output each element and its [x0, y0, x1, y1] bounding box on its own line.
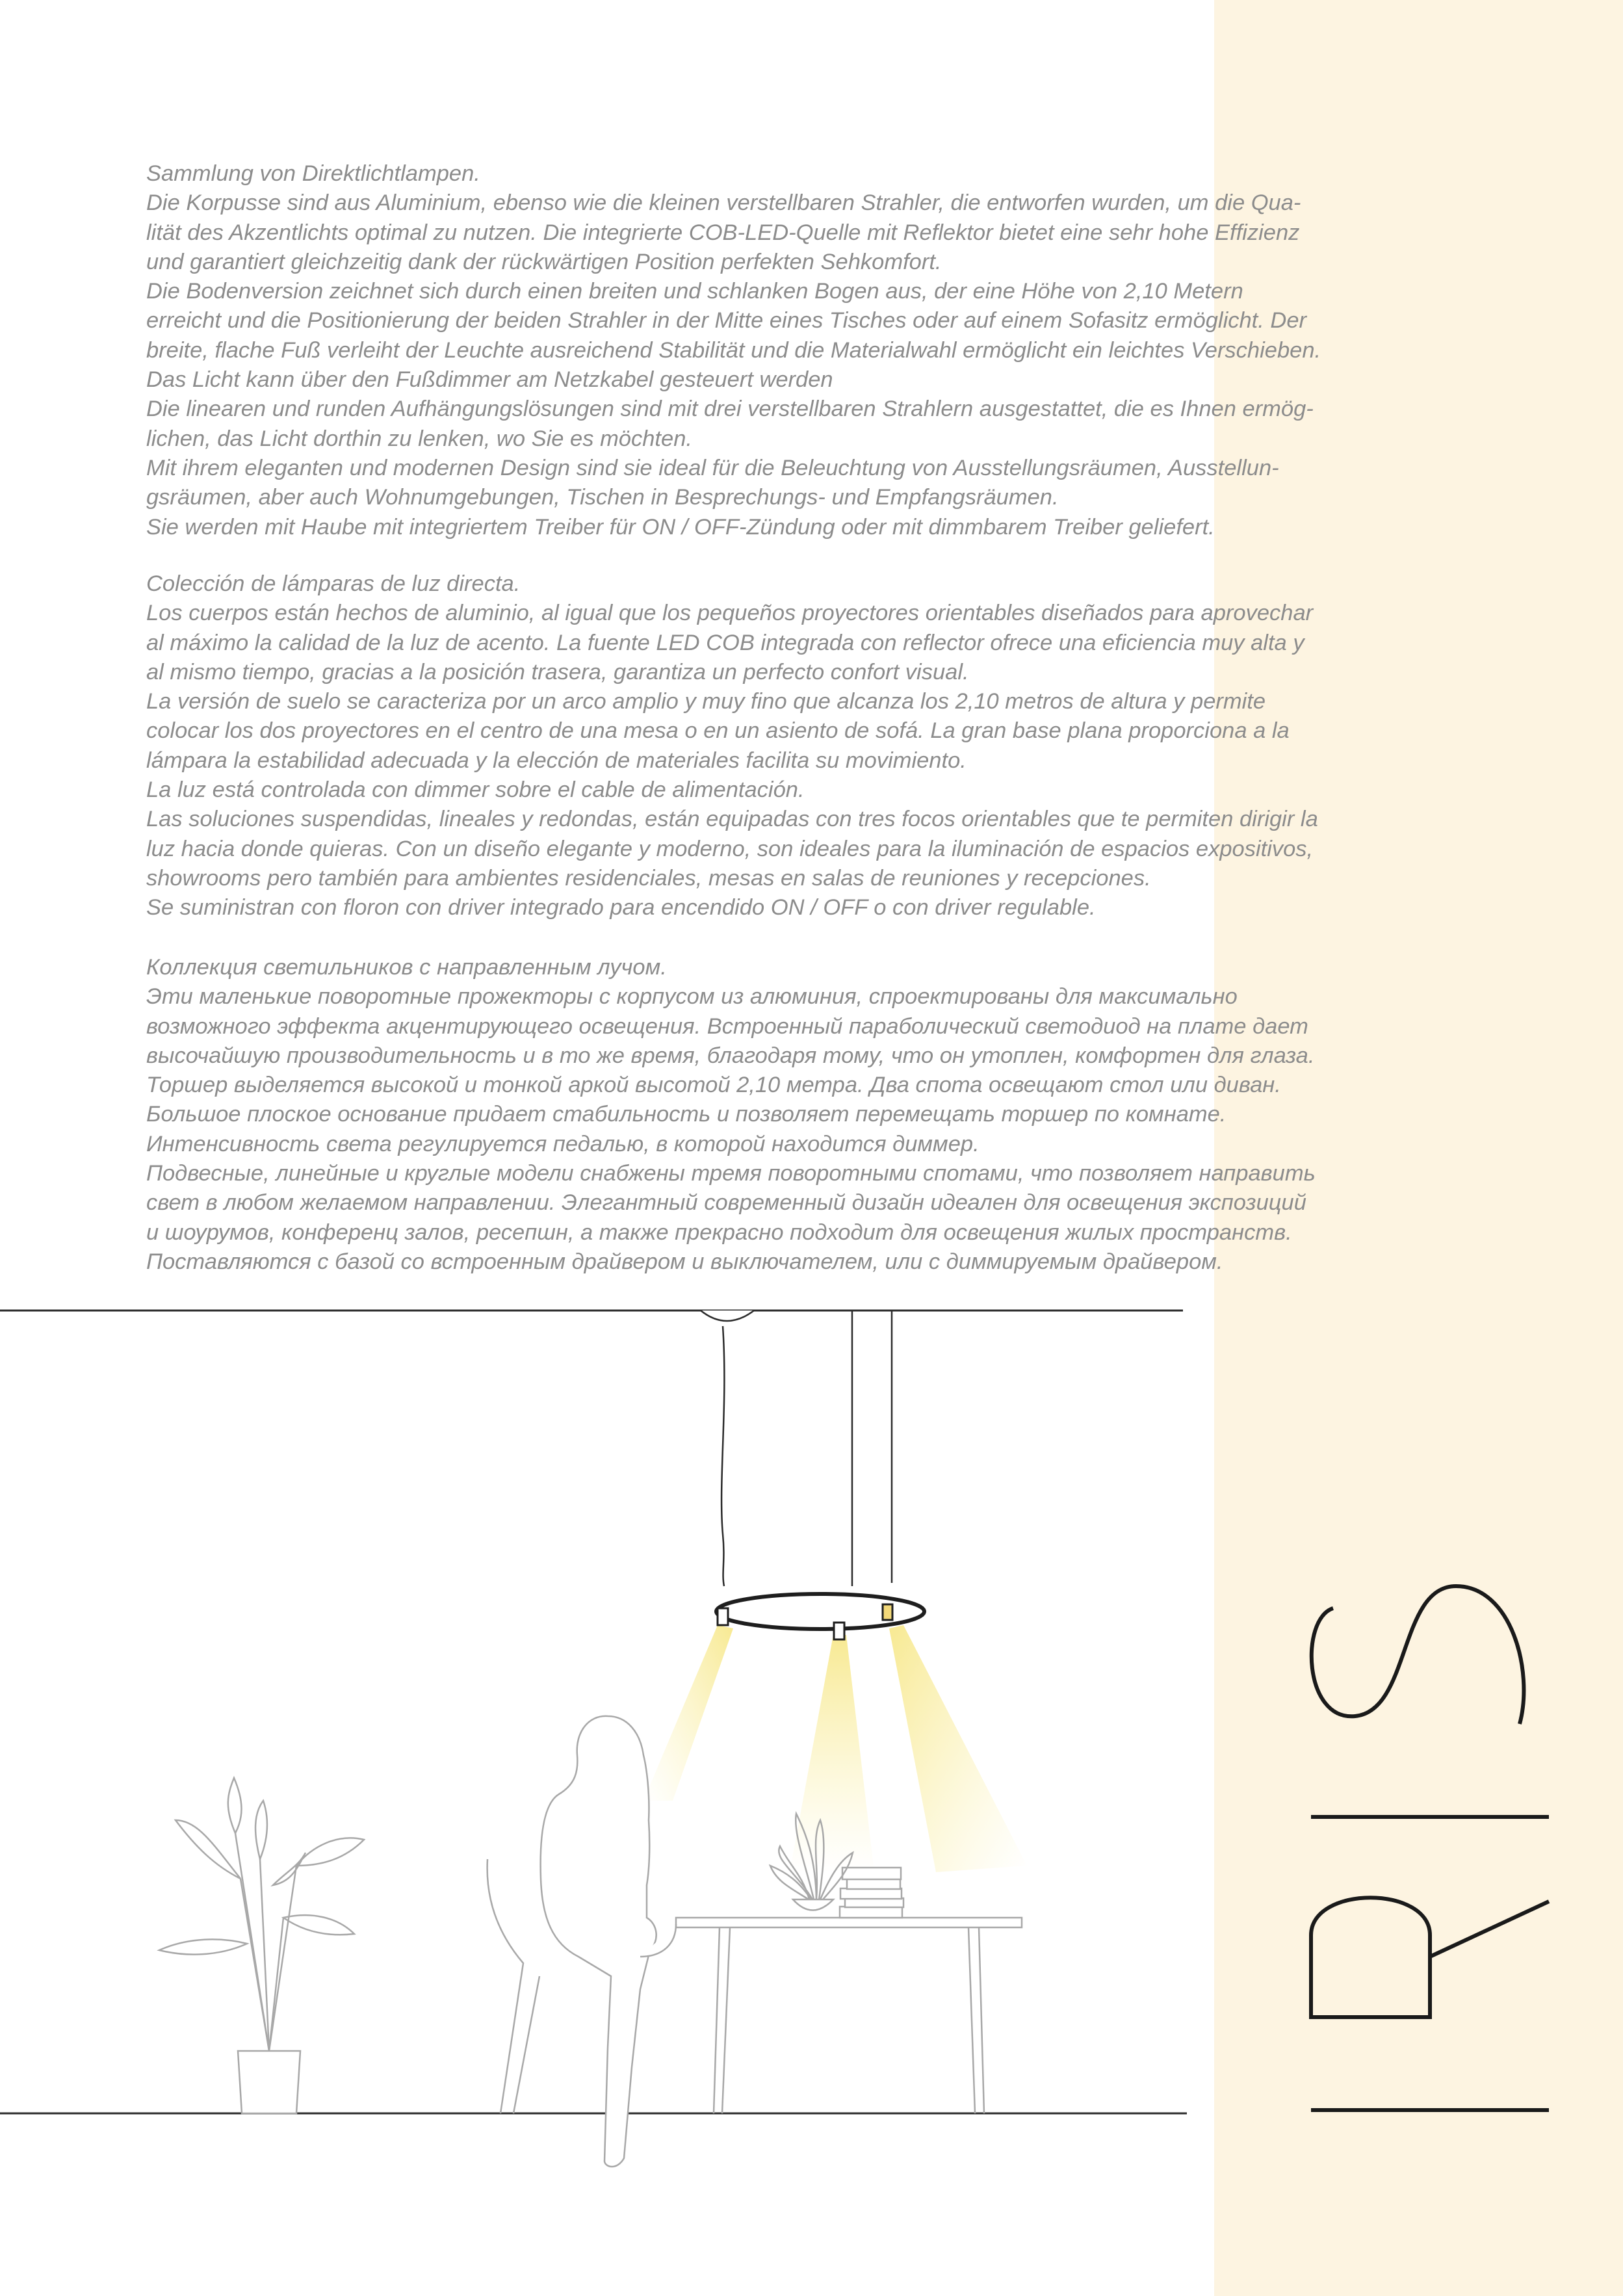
light-cone-left: [643, 1625, 733, 1801]
light-cone-right: [889, 1625, 1027, 1872]
text-line: Colección de lámparas de luz directa.: [146, 571, 521, 596]
text-line: und garantiert gleichzeitig dank der rückwärtigen Position perfekten Sehkomfort.: [146, 249, 942, 274]
text-line: Торшер выделяется высокой и тонкой аркой высотой 2,10 метра. Два спота освещают стол или диван.: [146, 1073, 1281, 1098]
text-line: lität des Akzentlichts optimal zu nutzen. Die integrierte COB-LED-Quelle mit Reflektor bietet eine sehr hohe Effizienz: [146, 220, 1300, 245]
text-line: Sie werden mit Haube mit integriertem Treiber für ON / OFF-Zündung oder mit dimmbarem Treiber geliefert.: [146, 514, 1215, 540]
text-line: lichen, das Licht dorthin zu lenken, wo Sie es möchten.: [146, 426, 692, 451]
text-line: gsräumen, aber auch Wohnumgebungen, Tischen in Besprechungs- und Empfangsräumen.: [146, 485, 1059, 510]
description-spanish: [146, 569, 1440, 923]
text-line: и шоурумов, конференц залов, ресепшн, а также прекрасно подходит для освещения жилых пространств.: [146, 1220, 1292, 1245]
text-line: Большое плоское основание придает стабильность и позволяет перемещать торшер по комнате.: [146, 1102, 1227, 1127]
text-line: lámpara la estabilidad adecuada y la elección de materiales facilita su movimiento.: [146, 748, 967, 773]
lamp-scene-illustration: [0, 1294, 1214, 2204]
description-german: [146, 159, 1440, 542]
text-line: возможного эффекта акцентирующего освещения. Встроенный параболический светодиод на плате дает: [146, 1013, 1308, 1039]
text-line: luz hacia donde quieras. Con un diseño elegante y moderno, son ideales para la iluminación de espacios expositivos,: [146, 836, 1314, 861]
text-line: Sammlung von Direktlichtlampen.: [146, 161, 480, 186]
text-line: La luz está controlada con dimmer sobre el cable de alimentación.: [146, 777, 805, 803]
book-stack: [840, 1868, 903, 1918]
text-line: Los cuerpos están hechos de aluminio, al igual que los pequeños proyectores orientables diseñados para aprovechar: [146, 601, 1314, 626]
text-line: Die linearen und runden Aufhängungslösungen sind mit drei verstellbaren Strahlern ausgestattet, die es Ihnen ermög-: [146, 397, 1314, 422]
iris-letter-s: [1312, 1586, 1524, 1724]
text-line: Поставляются с базой со встроенным драйвером и выключателем, или с диммируемым драйвером.: [146, 1249, 1223, 1274]
potted-plant: [159, 1778, 364, 2113]
text-line: Подвесные, линейные и круглые модели снабжены тремя поворотными спотами, что позволяет направить: [146, 1161, 1316, 1186]
text-line: La versión de suelo se caracteriza por un arco amplio y muy fino que alcanza los 2,10 metros de altura y permite: [146, 689, 1266, 714]
iris-letter-r: [1311, 1898, 1549, 2017]
text-line: свет в любом желаемом направлении. Элегантный современный дизайн идеален для освещения экспозиций: [146, 1190, 1306, 1216]
table: [676, 1918, 1022, 2113]
text-line: al mismo tiempo, gracias a la posición trasera, garantiza un perfecto confort visual.: [146, 659, 969, 685]
suspension-cable: [721, 1326, 724, 1586]
text-line: Das Licht kann über den Fußdimmer am Netzkabel gesteuert werden: [146, 367, 833, 393]
woman-silhouette: [487, 1716, 676, 2167]
text-line: Mit ihrem eleganten und modernen Design sind sie ideal für die Beleuchtung von Ausstellungsräumen, Ausstellun-: [146, 455, 1279, 480]
light-cone-middle: [790, 1635, 874, 1872]
spotlight-middle: [834, 1623, 844, 1639]
spotlight-right: [883, 1604, 892, 1620]
description-russian: [146, 953, 1440, 1277]
ceiling-canopy: [701, 1311, 754, 1321]
text-line: высочайшую производительность и в то же время, благодаря тому, что он утоплен, комфортен для глаза.: [146, 1043, 1315, 1068]
text-line: Die Bodenversion zeichnet sich durch einen breiten und schlanken Bogen aus, der eine Höhe von 2,10 Metern: [146, 279, 1243, 304]
text-line: Las soluciones suspendidas, lineales y redondas, están equipadas con tres focos orientables que te permiten dirigir la: [146, 807, 1318, 832]
text-line: colocar los dos proyectores en el centro de una mesa o en un asiento de sofá. La gran base plana proporciona a la: [146, 718, 1290, 744]
text-line: Se suministran con floron con driver integrado para encendido ON / OFF o con driver regulable.: [146, 895, 1096, 920]
iris-wordmark-logo: [1293, 1567, 1573, 2132]
text-line: erreicht und die Positionierung der beiden Strahler in der Mitte eines Tisches oder auf einem Sofasitz ermöglicht. Der: [146, 308, 1307, 333]
spotlight-left: [718, 1608, 728, 1625]
iris-wordmark-text: [0, 0, 1, 1]
text-line: al máximo la calidad de la luz de acento. La fuente LED COB integrada con reflector ofrece una eficiencia muy alta y: [146, 630, 1305, 655]
text-line: Эти маленькие поворотные прожекторы с корпусом из алюминия, спроектированы для максимально: [146, 984, 1238, 1010]
text-line: Die Korpusse sind aus Aluminium, ebenso wie die kleinen verstellbaren Strahler, die entworfen wurden, um die Qua-: [146, 190, 1301, 216]
text-line: breite, flache Fuß verleiht der Leuchte ausreichend Stabilität und die Materialwahl ermöglicht ein leichtes Verschieben.: [146, 337, 1321, 363]
text-line: Коллекция светильников с направленным лучом.: [146, 955, 667, 980]
text-line: showrooms pero también para ambientes residenciales, mesas en salas de reuniones y recepciones.: [146, 865, 1151, 891]
text-line: Интенсивность света регулируется педалью, в которой находится диммер.: [146, 1131, 980, 1156]
